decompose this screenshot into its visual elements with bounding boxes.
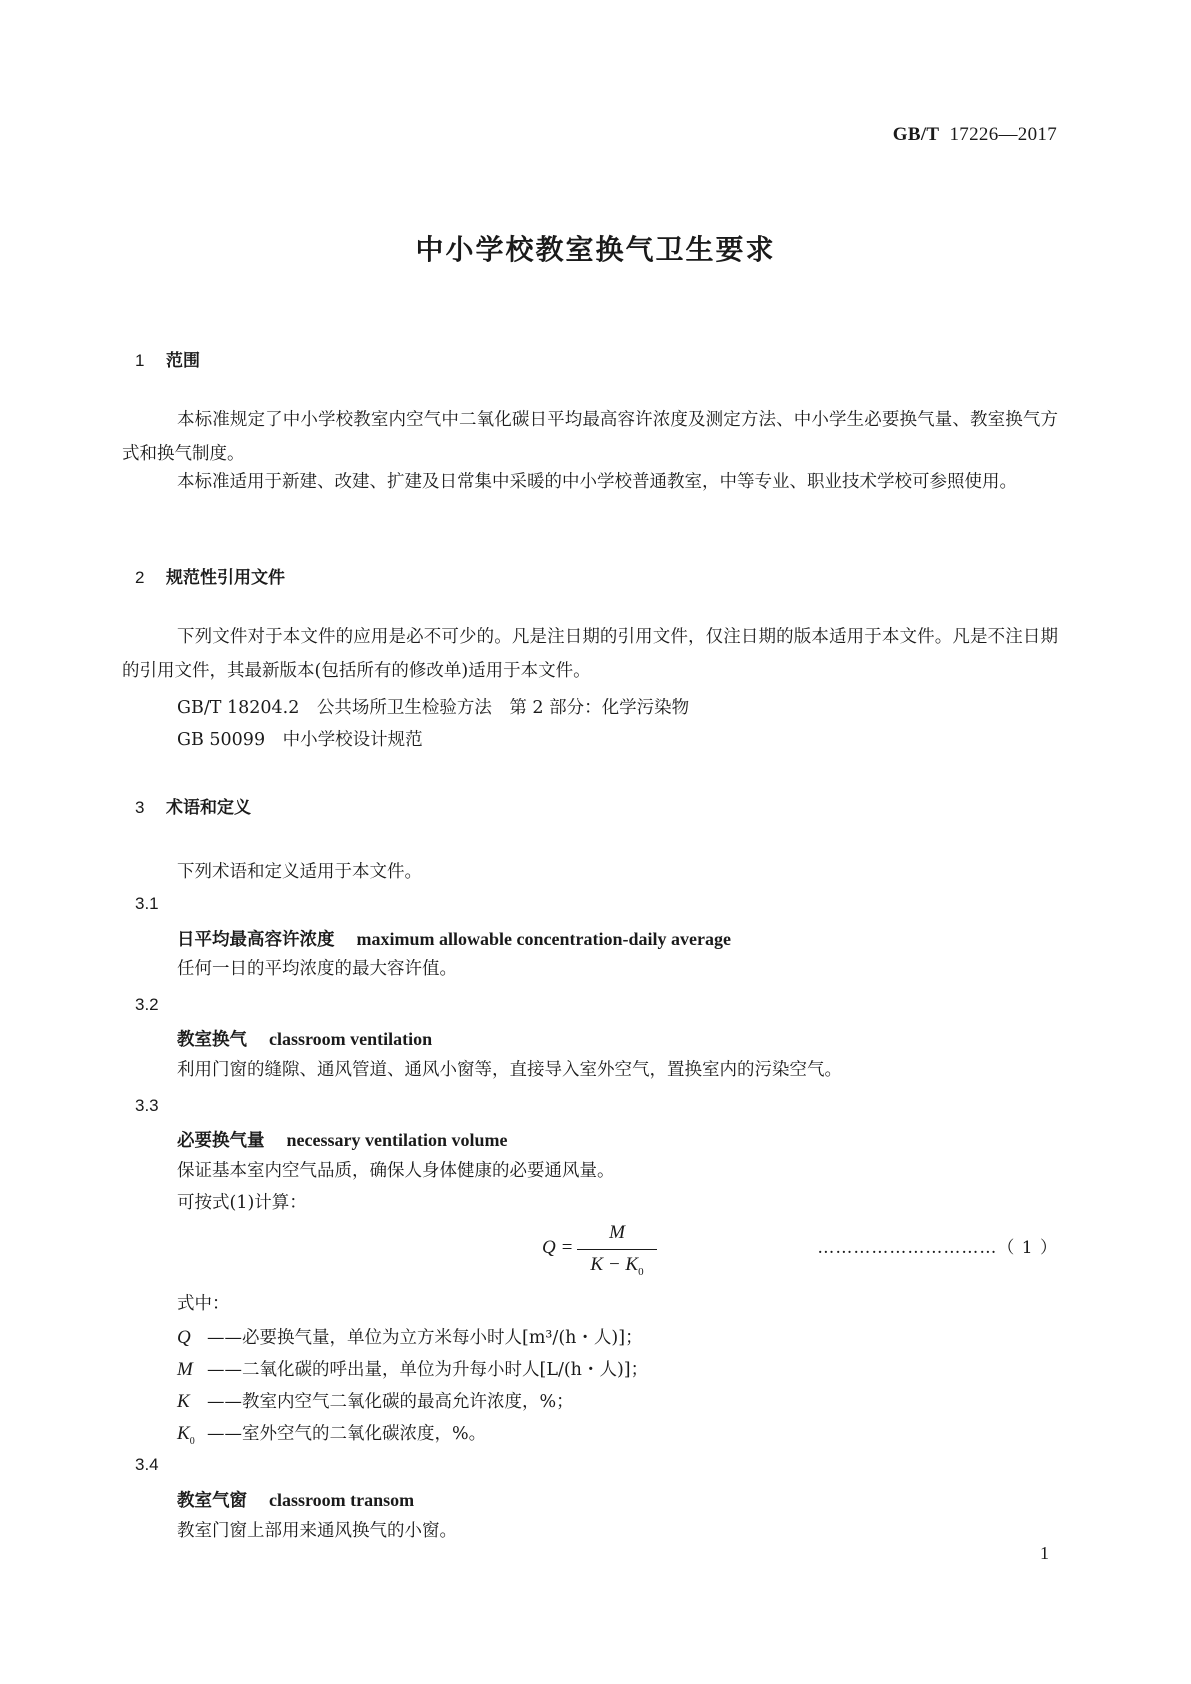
term-3-2 [177, 1026, 432, 1051]
term-cn: 必要换气量 [177, 1131, 265, 1151]
section-2-heading [135, 563, 285, 588]
formula-1 [542, 1222, 662, 1278]
term-3-3-number: 3.3 [135, 1096, 159, 1115]
term-3-4-number: 3.4 [135, 1455, 159, 1474]
term-3-1 [177, 926, 731, 951]
section-3-heading [135, 793, 251, 818]
section-1-paragraph-2: 本标准适用于新建、改建、扩建及日常集中采暖的中小学校普通教室，中等专业、职业技术学校可参照使用。 [177, 472, 1017, 492]
formula-fraction [577, 1222, 657, 1278]
section-3-intro: 下列术语和定义适用于本文件。 [177, 862, 422, 882]
variable-row-q [177, 1324, 643, 1351]
variable-symbol: K [177, 1391, 190, 1412]
variable-row-m [177, 1356, 648, 1383]
term-3-3 [177, 1127, 507, 1152]
denominator-subscript: 0 [638, 1265, 644, 1278]
normative-reference-1: GB/T 18204.2 公共场所卫生检验方法 第 2 部分：化学污染物 [177, 698, 690, 718]
term-3-2-number: 3.2 [135, 995, 159, 1014]
section-title: 术语和定义 [166, 798, 251, 818]
variable-description: ——教室内空气二氧化碳的最高允许浓度，%； [207, 1392, 574, 1412]
standard-code [849, 124, 1057, 146]
page-number: 1 [1040, 1543, 1049, 1563]
term-en: necessary ventilation volume [286, 1130, 508, 1150]
section-title: 范围 [166, 351, 200, 371]
formula-lhs: Q = [542, 1237, 574, 1258]
term-en: classroom ventilation [269, 1029, 433, 1049]
equation-number: …………………………（ 1 ） [817, 1238, 1058, 1258]
section-number: 2 [135, 568, 145, 587]
denominator-main: K − K [590, 1254, 639, 1275]
variable-symbol: M [177, 1359, 193, 1380]
term-3-4 [177, 1487, 414, 1512]
formula-numerator: M [609, 1222, 625, 1243]
term-3-2-definition: 利用门窗的缝隙、通风管道、通风小窗等，直接导入室外空气，置换室内的污染空气。 [177, 1060, 842, 1080]
where-label: 式中： [177, 1294, 230, 1314]
standard-number: 17226—2017 [949, 124, 1057, 145]
section-2-paragraph-1: 下列文件对于本文件的应用是必不可少的。凡是注日期的引用文件，仅注日期的版本适用于本文件。凡是不注日期的引用文件，其最新版本(包括所有的修改单)适用于本文件。 [122, 627, 1058, 681]
section-number: 1 [135, 351, 145, 370]
term-cn: 教室气窗 [177, 1491, 247, 1511]
variable-symbol: $K_0$ [177, 1423, 195, 1447]
variable-row-k0 [177, 1420, 486, 1447]
term-3-1-definition: 任何一日的平均浓度的最大容许值。 [177, 959, 457, 979]
section-1-heading [135, 346, 200, 371]
term-en: classroom transom [269, 1490, 415, 1510]
formula-denominator [577, 1254, 657, 1278]
variable-row-k [177, 1388, 574, 1415]
term-3-1-number: 3.1 [135, 894, 159, 913]
variable-description: ——室外空气的二氧化碳浓度，%。 [207, 1424, 487, 1444]
term-3-4-definition: 教室门窗上部用来通风换气的小窗。 [177, 1521, 457, 1541]
term-en: maximum allowable concentration-daily average [356, 929, 731, 949]
section-title: 规范性引用文件 [166, 568, 285, 588]
formula-reference: 可按式(1)计算： [177, 1193, 307, 1213]
standard-prefix: GB/T [892, 124, 940, 145]
normative-reference-2: GB 50099 中小学校设计规范 [177, 730, 423, 750]
document-title: 中小学校教室换气卫生要求 [415, 233, 776, 266]
variable-description: ——二氧化碳的呼出量，单位为升每小时人[L/(h・人)]； [207, 1360, 649, 1380]
term-3-3-definition: 保证基本室内空气品质，确保人身体健康的必要通风量。 [177, 1161, 615, 1181]
term-cn: 教室换气 [177, 1030, 247, 1050]
section-number: 3 [135, 798, 145, 817]
variable-description: ——必要换气量，单位为立方米每小时人[m³/(h・人)]； [207, 1328, 643, 1348]
variable-symbol: Q [177, 1327, 191, 1348]
term-cn: 日平均最高容许浓度 [177, 930, 335, 950]
section-1-paragraph-1: 本标准规定了中小学校教室内空气中二氧化碳日平均最高容许浓度及测定方法、中小学生必要换气量、教室换气方式和换气制度。 [122, 410, 1058, 464]
fraction-bar [577, 1249, 657, 1250]
